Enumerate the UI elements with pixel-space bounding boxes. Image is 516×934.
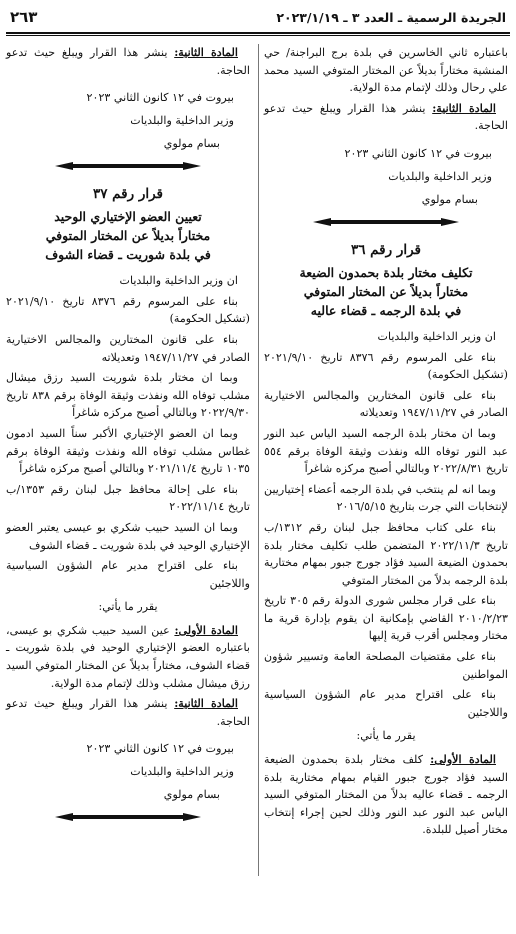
signature-title: وزير الداخلية والبلديات: [388, 169, 492, 183]
section-separator: [264, 220, 508, 230]
decision-title-line: مختاراً بديلاً عن المختار المتوفي: [45, 228, 211, 244]
column-divider: [258, 44, 259, 876]
section-separator: [6, 815, 250, 825]
decision-title: [264, 263, 508, 320]
decision-heading: قرار رقم ٣٦: [350, 241, 422, 258]
signature-block: [6, 89, 234, 152]
recital: بناء على كتاب محافظ جبل لبنان رقم ١٣١٢/ب تاريخ ٢٠٢٢/١١/٣ المتضمن طلب تكليف مختار بلدة بحمدون الضيعة السيد فؤاد جورج جبور بمهام مختارية بلدة الرجمه بدلاً من المختار المتوفي: [264, 520, 508, 587]
header-rule-thin: [6, 35, 510, 36]
decision-title: [6, 207, 250, 264]
article-1: [264, 751, 508, 839]
article-2: [264, 100, 508, 135]
minister-intro: ان وزير الداخلية والبلديات: [377, 329, 496, 343]
continued-paragraph: باعتباره ثاني الخاسرين في بلدة برج البراجنة/ حي المنشية مختاراً بديلاً عن المختار المتوفي السيد محمد علي رحال وذلك لإتمام مدة الولاية.: [264, 46, 508, 95]
article-label: المادة الثانية:: [174, 46, 238, 59]
recital: وبما ان العضو الإختياري الأكبر سناً السيد ادمون غطاس مشلب توفاه الله ونفذت وثيقة الوفاة برقم ١٠٣٥ تاريخ ٢٠٢١/١١/٤ وبالتالي أصبح مركزه شاغراً: [6, 426, 250, 476]
article-label: المادة الثانية:: [432, 101, 496, 115]
recital: بناء على المرسوم رقم ٨٣٧٦ تاريخ ٢٠٢١/٩/١٠ (تشكيل الحكومة): [264, 350, 508, 382]
left-column: [6, 44, 250, 835]
recital: وبما ان مختار بلدة الرجمه السيد الياس عبد النور عبد النور توفاه الله ونفذت وثيقة الوفاة برقم ٥٥٤ تاريخ ٢٠٢٢/٨/٣١ وبالتالي أصبح مركزه شاغراً: [264, 426, 508, 476]
article-text: ينشر هذا القرار ويبلغ حيث تدعو الحاجة.: [6, 697, 250, 728]
recital: بناء على إحالة محافظ جبل لبنان رقم ١٣٥٣/ب تاريخ ٢٠٢٢/١١/١٤: [6, 482, 250, 514]
article-1: [6, 622, 250, 692]
signature-name: بسام مولوي: [421, 192, 478, 206]
signature-block: [264, 145, 492, 208]
article-2: [6, 44, 250, 79]
recital: وبما ان السيد حبيب شكري بو عيسى يعتبر العضو الإختياري الوحيد في بلدة شوريت ـ قضاء الشوف: [6, 520, 250, 552]
recital: بناء على اقتراح مدير عام الشؤون السياسية واللاجئين: [264, 688, 508, 719]
decision-title-line: في بلدة شوريت ـ قضاء الشوف: [45, 247, 211, 263]
signature-date: بيروت في ١٢ كانون الثاني ٢٠٢٣: [86, 91, 234, 105]
right-column: [264, 44, 508, 842]
article-text: ينشر هذا القرار ويبلغ حيث تدعو الحاجة.: [264, 101, 508, 133]
decision-title-line: في بلدة الرجمه ـ قضاء عاليه: [310, 302, 462, 318]
signature-name: بسام مولوي: [163, 788, 220, 802]
section-separator: [6, 164, 250, 174]
article-text: كلف مختار بلدة بحمدون الضيعة السيد فؤاد جورج جبور القيام بمهام مختارية بلدة الرجمه ـ قضاء عاليه بدلاً من المختار المتوفي السيد الياس عبد النور عبد النور وذلك لحين إجراء إنتخاب مختار أصيل للبلدة.: [264, 753, 508, 837]
decision-heading: قرار رقم ٣٧: [92, 186, 164, 203]
header-rule: [6, 32, 510, 34]
decision-title-line: تعيين العضو الإختياري الوحيد: [54, 209, 202, 225]
signature-title: وزير الداخلية والبلديات: [130, 114, 234, 128]
gazette-title: الجريدة الرسمية ـ العدد ٣ ـ ٢٠٢٣/١/١٩: [276, 10, 506, 25]
minister-intro: ان وزير الداخلية والبلديات: [119, 274, 238, 288]
recital: بناء على مقتضيات المصلحة العامة وتسيير شؤون المواطنين: [264, 650, 508, 681]
recital: بناء على قرار مجلس شورى الدولة رقم ٣٠٥ تاريخ ٢٠١٠/٢/٢٣ القاضي بإمكانية ان يقوم بإدارة قرية ما مختار ومجلس أقرب قرية إليها: [264, 594, 508, 643]
recital: وبما انه لم ينتخب في بلدة الرجمه أعضاء إختياريين لإنتخابات التي جرت بتاريخ ٢٠١٦/٥/١٥: [264, 482, 508, 514]
running-header: [6, 8, 510, 30]
recital: وبما ان مختار بلدة شوريت السيد رزق ميشال مشلب توفاه الله ونفذت وثيقة الوفاة برقم ٨٣٨ تاريخ ٢٠٢٢/٩/٣٠ وبالتالي أصبح مركزه شاغراً: [6, 371, 250, 420]
article-text: ينشر هذا القرار ويبلغ حيث تدعو الحاجة.: [6, 46, 250, 77]
page-number: ٢٦٣: [10, 8, 38, 26]
recital: بناء على اقتراح مدير عام الشؤون السياسية واللاجئين: [6, 559, 250, 590]
recital: بناء على المرسوم رقم ٨٣٧٦ تاريخ ٢٠٢١/٩/١٠ (تشكيل الحكومة): [6, 294, 250, 326]
signature-date: بيروت في ١٢ كانون الثاني ٢٠٢٣: [86, 742, 234, 756]
signature-date: بيروت في ١٢ كانون الثاني ٢٠٢٣: [344, 146, 492, 160]
signature-name: بسام مولوي: [163, 137, 220, 151]
decision-title-line: تكليف مختار بلدة بحمدون الضيعة: [299, 264, 473, 280]
article-2: [6, 695, 250, 730]
decision-title-line: مختاراً بديلاً عن المختار المتوفي: [303, 283, 469, 299]
decides-line: يقرر ما يأتي:: [98, 600, 158, 614]
signature-block: [6, 740, 234, 803]
recital: بناء على قانون المختارين والمجالس الاختيارية الصادر في ١٩٤٧/١١/٢٧ وتعديلاته: [6, 332, 250, 364]
article-label: المادة الأولى:: [430, 753, 496, 767]
signature-title: وزير الداخلية والبلديات: [130, 765, 234, 779]
recital: بناء على قانون المختارين والمجالس الاختيارية الصادر في ١٩٤٧/١١/٢٧ وتعديلاته: [264, 388, 508, 420]
article-label: المادة الأولى:: [174, 623, 238, 637]
article-text: عين السيد حبيب شكري بو عيسى، باعتباره العضو الإختياري الوحيد في بلدة شوريت ـ قضاء الشوف، مختاراً بديلاً عن المختار المتوفي السيد رزق ميشال مشلب وذلك لإتمام مدة الولاية.: [6, 623, 250, 690]
decides-line: يقرر ما يأتي:: [356, 729, 416, 743]
article-label: المادة الثانية:: [174, 697, 238, 711]
